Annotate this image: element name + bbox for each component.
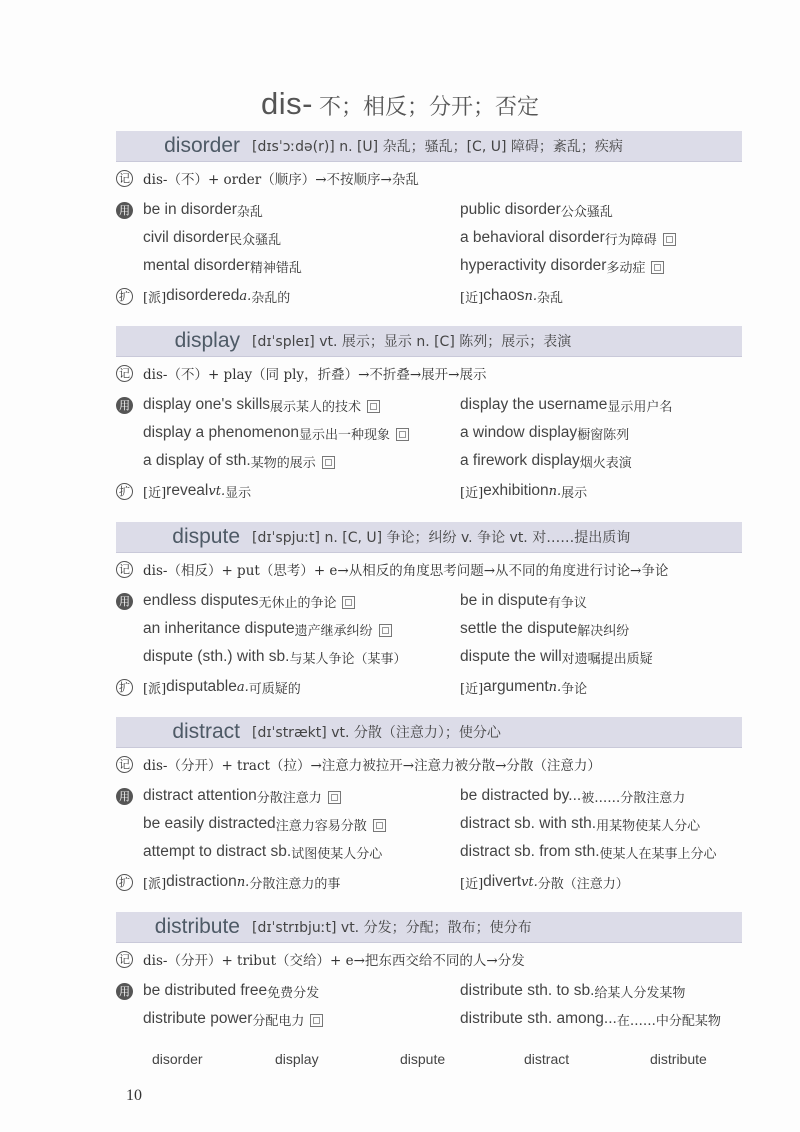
phrase-cn: 用某物使某人分心 [596,818,701,834]
usage-phrase [116,227,281,249]
extend-pos: a. [239,288,252,304]
footer-word: disorder [152,1051,203,1067]
extend-word: reveal [166,482,209,499]
usage-phrase [116,450,335,472]
extend-pos: n. [548,679,562,695]
memory-row [116,948,525,970]
phrase-en: public disorder [460,201,561,218]
usage-phrase [116,980,319,1002]
memory-text: dis-（相反）+ put（思考）+ e→从相反的角度思考问题→从不同的角度进行讨论→争论 [143,563,669,579]
entry-header [116,912,742,943]
audio-icon [328,791,341,804]
audio-icon [322,456,335,469]
extend-word: argument [483,678,549,695]
phrase-en: distribute sth. to sb. [460,982,595,999]
phrase-en: distract sb. from sth. [460,843,600,860]
phrase-cn: 使某人在某事上分心 [599,846,717,862]
usage-phrase [460,199,613,221]
extend-pos: n. [236,874,250,890]
memory-text: dis-（分开）+ tract（拉）→注意力被拉开→注意力被分散→分散（注意力） [143,758,601,774]
phrase-cn: 在……中分配某物 [616,1013,721,1029]
entry-header [116,326,742,357]
definition: [dɪsˈɔːdə(r)] n. [U] 杂乱；骚乱；[C, U] 障碍；紊乱；疾病 [252,139,623,155]
extend-tag: [近] [460,876,484,892]
phrase-en: display the username [460,396,608,413]
phrase-en: endless disputes [143,592,259,609]
root-meaning: 不；相反；分开；否定 [312,94,540,119]
usage-phrase [460,1008,721,1030]
extend-item [460,676,587,698]
phrase-en: attempt to distract sb. [143,843,292,860]
usage-phrase [116,422,409,444]
phrase-en: civil disorder [143,229,230,246]
extend-word: disordered [166,287,240,304]
usage-phrase [460,785,685,807]
usage-phrase [116,590,355,612]
extend-pos: n. [524,288,538,304]
usage-phrase [460,394,672,416]
phrase-cn: 对遗嘱提出质疑 [561,651,653,667]
phrase-en: display a phenomenon [143,424,299,441]
extend-word: chaos [483,287,525,304]
definition: [dɪˈspleɪ] vt. 展示；显示 n. [C] 陈列；展示；表演 [252,334,572,350]
entry [116,717,742,907]
extend-badge-icon: 扩 [116,679,133,696]
usage-phrase [116,618,392,640]
usage-badge-icon: 用 [116,788,133,805]
memory-text: dis-（分开）+ tribut（交给）+ e→把东西交给不同的人→分发 [143,953,525,969]
usage-phrase [460,450,632,472]
phrase-en: a window display [460,424,578,441]
usage-phrase [116,841,382,863]
root-prefix: dis- [260,86,313,121]
phrase-en: distract sb. with sth. [460,815,597,832]
extend-word: distraction [166,873,237,890]
usage-phrase [460,227,676,249]
headword: distribute [154,915,240,938]
usage-phrase [116,1008,323,1030]
usage-phrase [460,422,629,444]
entry-header [116,522,742,553]
memory-row [116,167,419,189]
extend-item [460,480,587,502]
extend-badge-icon: 扩 [116,288,133,305]
usage-badge-icon: 用 [116,202,133,219]
usage-phrase [116,199,263,221]
entry-header [116,717,742,748]
headword: disorder [164,134,240,157]
extend-word: disputable [166,678,237,695]
extend-cn: 杂乱的 [251,290,291,306]
entry [116,131,742,321]
phrase-cn: 橱窗陈列 [577,427,630,443]
usage-phrase [460,980,685,1002]
memory-row [116,558,668,580]
memory-badge-icon: 记 [116,951,133,968]
usage-badge-icon: 用 [116,593,133,610]
phrase-cn: 给某人分发某物 [594,985,686,1001]
phrase-en: display one's skills [143,396,271,413]
usage-badge-icon: 用 [116,983,133,1000]
usage-phrase [460,255,664,277]
audio-icon [651,261,664,274]
phrase-en: distribute sth. among... [460,1010,617,1027]
extend-tag: [派] [143,681,167,697]
usage-phrase [460,646,653,668]
usage-phrase [460,841,717,863]
extend-pos: vt. [208,483,226,499]
phrase-en: a display of sth. [143,452,251,469]
phrase-en: distribute power [143,1010,253,1027]
usage-phrase [460,590,587,612]
phrase-cn: 注意力容易分散 [275,818,367,834]
phrase-cn: 烟火表演 [579,455,632,471]
extend-word: divert [483,873,522,890]
phrase-cn: 展示某人的技术 [270,399,362,415]
headword: display [174,329,240,352]
phrase-cn: 民众骚乱 [229,232,282,248]
audio-icon [310,1014,323,1027]
phrase-cn: 试图使某人分心 [291,846,383,862]
phrase-en: dispute the will [460,648,562,665]
definition: [dɪˈstrækt] vt. 分散（注意力）；使分心 [252,725,501,741]
audio-icon [373,819,386,832]
phrase-en: a firework display [460,452,580,469]
phrase-en: distract attention [143,787,257,804]
phrase-cn: 有争议 [547,595,587,611]
usage-phrase [116,394,380,416]
extend-badge-icon: 扩 [116,483,133,500]
audio-icon [379,624,392,637]
phrase-en: be in disorder [143,201,237,218]
extend-cn: 杂乱 [537,290,564,306]
phrase-cn: 分配电力 [252,1013,305,1029]
usage-phrase [116,785,341,807]
footer-word: display [275,1051,319,1067]
audio-icon [367,400,380,413]
phrase-cn: 精神错乱 [249,260,302,276]
entry-header [116,131,742,162]
entry [116,912,742,1102]
extend-tag: [近] [460,485,484,501]
phrase-en: be distributed free [143,982,268,999]
extend-pos: vt. [521,874,538,890]
phrase-cn: 公众骚乱 [560,204,613,220]
entry [116,326,742,516]
extend-cn: 争论 [561,681,588,697]
page-number: 10 [126,1087,142,1104]
phrase-cn: 分散注意力 [256,790,322,806]
usage-phrase [116,255,302,277]
extend-item [116,676,301,698]
phrase-cn: 某物的展示 [250,455,316,471]
extend-item [116,871,340,893]
extend-word: exhibition [483,482,549,499]
extend-item [116,480,251,502]
phrase-cn: 杂乱 [236,204,263,220]
audio-icon [663,233,676,246]
phrase-cn: 遗产继承纠纷 [294,623,373,639]
audio-icon [396,428,409,441]
extend-tag: [派] [143,290,167,306]
usage-phrase [116,813,386,835]
phrase-en: dispute (sth.) with sb. [143,648,290,665]
memory-row [116,753,601,775]
footer-word: distribute [650,1051,707,1067]
extend-cn: 可质疑的 [248,681,301,697]
phrase-en: settle the dispute [460,620,578,637]
usage-badge-icon: 用 [116,397,133,414]
page-title [0,86,800,122]
entry [116,522,742,712]
phrase-cn: 无休止的争论 [258,595,337,611]
phrase-cn: 与某人争论（某事） [289,651,407,667]
footer-word: distract [524,1051,570,1067]
memory-row [116,362,487,384]
extend-pos: a. [236,679,249,695]
footer-word: dispute [400,1051,446,1067]
extend-tag: [近] [460,681,484,697]
phrase-en: an inheritance dispute [143,620,295,637]
extend-item [460,285,563,307]
phrase-cn: 行为障碍 [604,232,657,248]
phrase-en: be distracted by... [460,787,582,804]
memory-text: dis-（不）+ play（同 ply，折叠）→不折叠→展开→展示 [143,367,487,383]
extend-item [460,871,629,893]
extend-pos: n. [548,483,562,499]
headword: dispute [172,525,240,548]
memory-badge-icon: 记 [116,561,133,578]
phrase-cn: 被……分散注意力 [581,790,686,806]
phrase-en: hyperactivity disorder [460,257,607,274]
phrase-cn: 解决纠纷 [577,623,630,639]
audio-icon [342,596,355,609]
definition: [dɪˈspjuːt] n. [C, U] 争论；纠纷 v. 争论 vt. 对……提出质询 [252,530,631,546]
memory-badge-icon: 记 [116,756,133,773]
phrase-cn: 免费分发 [267,985,320,1001]
extend-badge-icon: 扩 [116,874,133,891]
usage-phrase [460,618,629,640]
phrase-cn: 多动症 [606,260,646,276]
phrase-en: be in dispute [460,592,548,609]
headword: distract [172,720,240,743]
extend-tag: [近] [460,290,484,306]
extend-cn: 展示 [561,485,588,501]
extend-cn: 分散注意力的事 [249,876,341,892]
memory-text: dis-（不）+ order（顺序）→不按顺序→杂乱 [143,172,419,188]
extend-cn: 显示 [225,485,252,501]
memory-badge-icon: 记 [116,170,133,187]
phrase-cn: 显示出一种现象 [298,427,390,443]
usage-phrase [460,813,700,835]
phrase-en: mental disorder [143,257,250,274]
extend-tag: [派] [143,876,167,892]
extend-tag: [近] [143,485,167,501]
extend-item [116,285,290,307]
phrase-en: be easily distracted [143,815,276,832]
phrase-en: a behavioral disorder [460,229,605,246]
extend-cn: 分散（注意力） [537,876,629,892]
definition: [dɪˈstrɪbjuːt] vt. 分发；分配；散布；使分布 [252,920,532,936]
phrase-cn: 显示用户名 [607,399,673,415]
usage-phrase [116,646,406,668]
memory-badge-icon: 记 [116,365,133,382]
